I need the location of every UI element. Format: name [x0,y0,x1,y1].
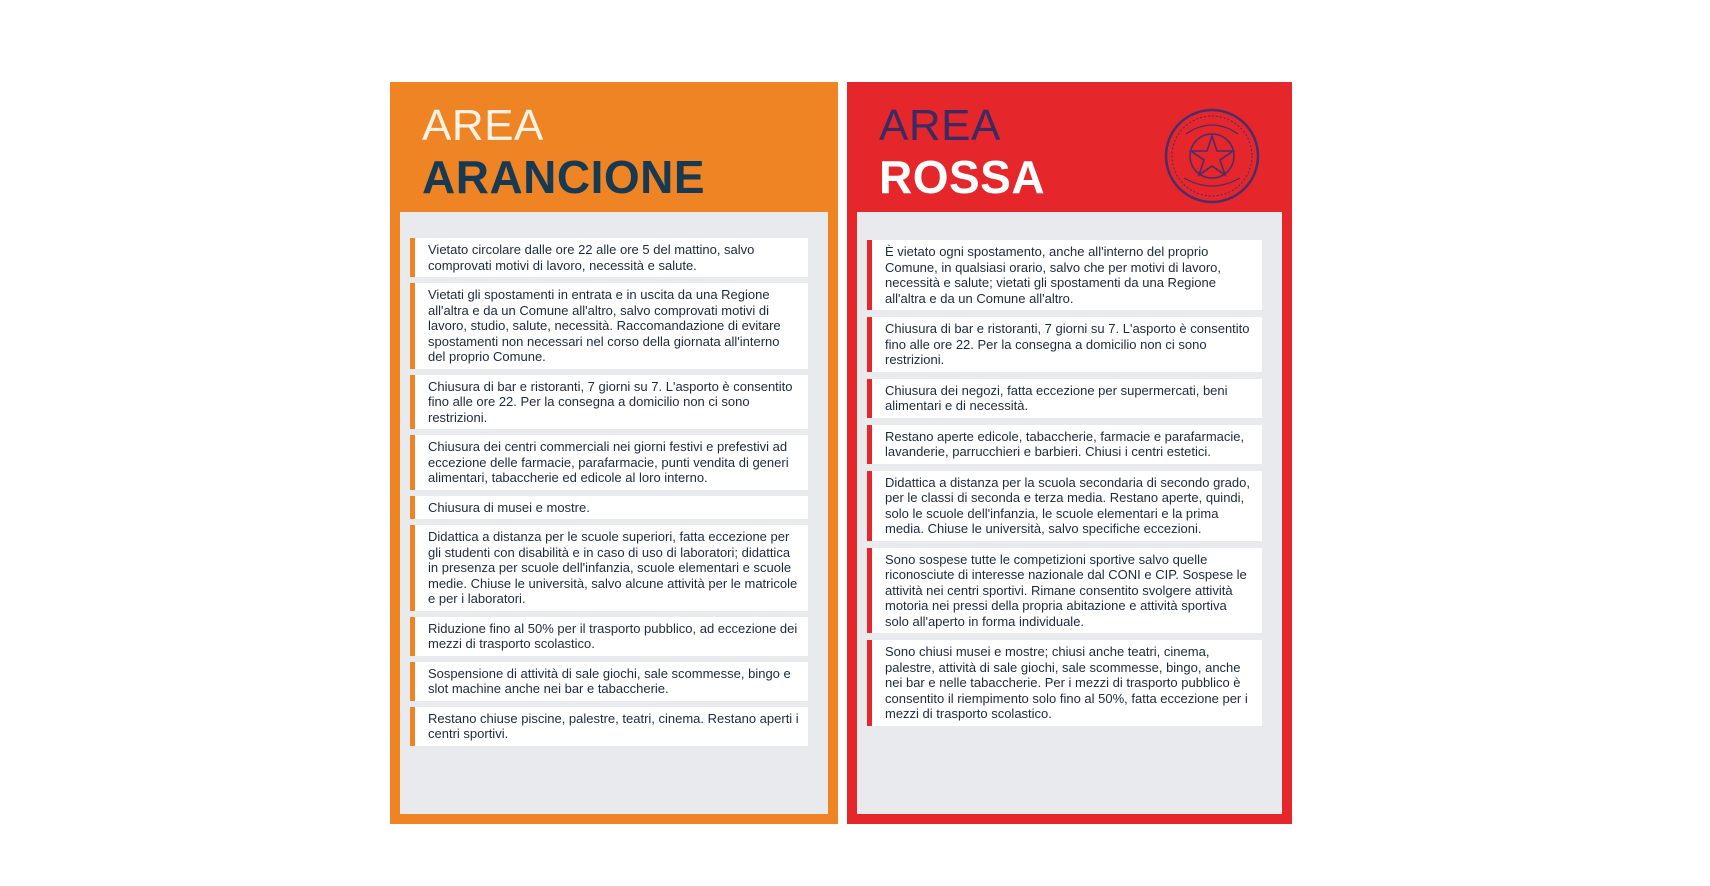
orange-area-header [390,82,838,212]
red-area-title-line1: AREA [879,101,1001,150]
orange-rule-item: Didattica a distanza per le scuole superiori, fatta eccezione per gli studenti con disabilità e in caso di uso di laboratori; didattica in presenza per scuole dell'infanzia, scuole elementari e scuole medie. Chiuse le università, salvo alcune attività per le matricole e per i laboratori. [410,525,808,611]
orange-area-title-line1: AREA [422,101,544,150]
orange-rule-item: Restano chiuse piscine, palestre, teatri, cinema. Restano aperti i centri sportivi. [410,707,808,746]
red-area-rules-list [857,212,1282,814]
orange-rule-item: Vietati gli spostamenti in entrata e in uscita da una Regione all'altra e da un Comune all'altro, salvo comprovati motivi di lavoro, studio, salute, necessità. Raccomandazione di evitare spostamenti non necessari nel corso della giornata all'interno del proprio Comune. [410,283,808,369]
red-area-title-line2: ROSSA [879,151,1046,203]
red-rule-item: Sono sospese tutte le competizioni sportive salvo quelle riconosciute di interesse nazionale dal CONI e CIP. Sospese le attività nei centri sportivi. Rimane consentito svolgere attività motoria nei pressi della propria abitazione e attività sportiva solo all'aperto in forma individuale. [867,548,1262,634]
orange-area-panel [390,82,838,824]
orange-area-rules-list [400,212,828,814]
orange-rule-item: Chiusura dei centri commerciali nei giorni festivi e prefestivi ad eccezione delle farmacie, parafarmacie, punti vendita di generi alimentari, tabaccherie ed edicole al loro interno. [410,435,808,490]
red-rule-item: È vietato ogni spostamento, anche all'interno del proprio Comune, in qualsiasi orario, salvo che per motivi di lavoro, necessità e salute; vietati gli spostamenti da una Regione all'altra e da un Comune all'altro. [867,240,1262,310]
orange-area-title-line2: ARANCIONE [422,151,706,203]
red-rule-item: Sono chiusi musei e mostre; chiusi anche teatri, cinema, palestre, attività di sale giochi, sale scommesse, bingo, anche nei bar e nelle tabaccherie. Per i mezzi di trasporto pubblico è consentito il riempimento solo fino al 50%, fatta eccezione per i mezzi di trasporto scolastico. [867,640,1262,726]
republic-emblem-icon [1162,106,1262,206]
red-area-panel [847,82,1292,824]
red-area-header [847,82,1292,212]
orange-rule-item: Sospensione di attività di sale giochi, sale scommesse, bingo e slot machine anche nei bar e tabaccherie. [410,662,808,701]
red-rule-item: Chiusura di bar e ristoranti, 7 giorni su 7. L'asporto è consentito fino alle ore 22. Per la consegna a domicilio non ci sono restrizioni. [867,317,1262,372]
orange-rule-item: Vietato circolare dalle ore 22 alle ore 5 del mattino, salvo comprovati motivi di lavoro, necessità e salute. [410,238,808,277]
orange-rule-item: Chiusura di bar e ristoranti, 7 giorni su 7. L'asporto è consentito fino alle ore 22. Per la consegna a domicilio non ci sono restrizioni. [410,375,808,430]
orange-rule-item: Chiusura di musei e mostre. [410,496,808,520]
red-rule-item: Restano aperte edicole, tabaccherie, farmacie e parafarmacie, lavanderie, parrucchieri e barbieri. Chiusi i centri estetici. [867,425,1262,464]
red-rule-item: Chiusura dei negozi, fatta eccezione per supermercati, beni alimentari e di necessità. [867,379,1262,418]
red-rule-item: Didattica a distanza per la scuola secondaria di secondo grado, per le classi di seconda e terza media. Restano aperte, quindi, solo le scuole dell'infanzia, le scuole elementari e la prima media. Chiuse le università, salvo specifiche eccezioni. [867,471,1262,541]
orange-rule-item: Riduzione fino al 50% per il trasporto pubblico, ad eccezione dei mezzi di trasporto scolastico. [410,617,808,656]
